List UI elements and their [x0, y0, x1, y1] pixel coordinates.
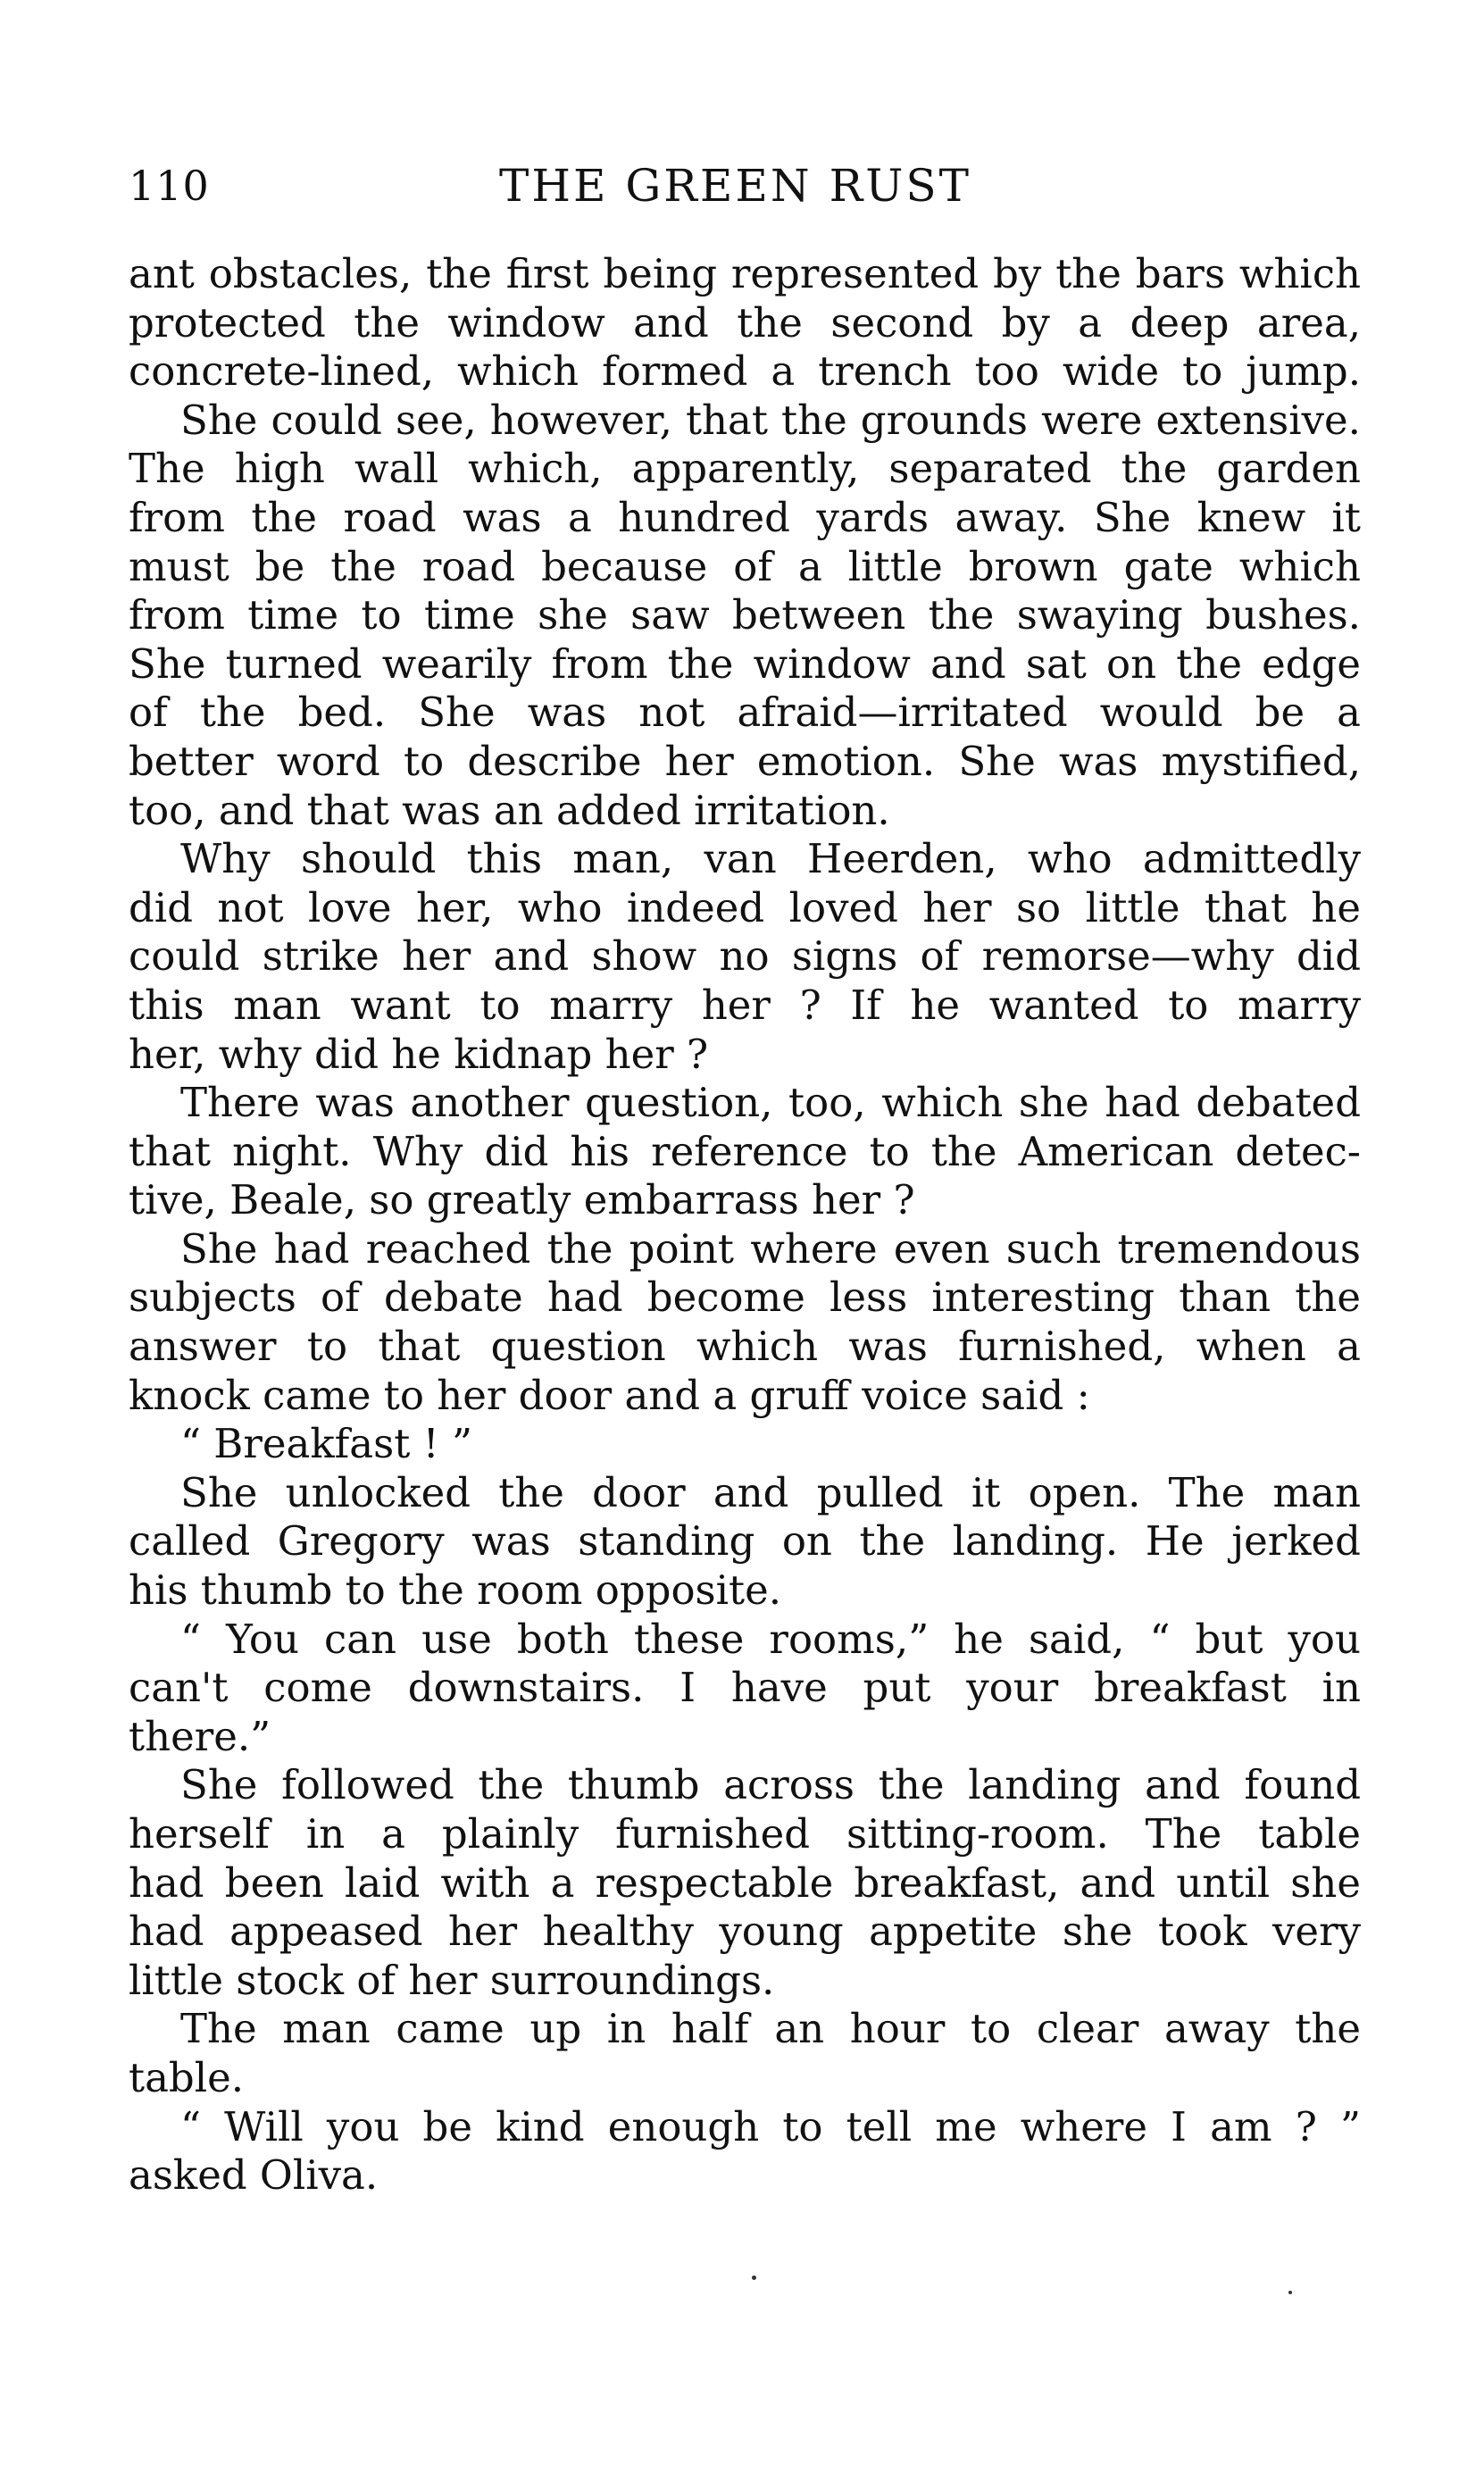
- text-line: asked Oliva.: [129, 2151, 379, 2200]
- text-line: answer to that question which was furnished, when a: [129, 1323, 1361, 1371]
- text-line: knock came to her door and a gruff voice said :: [129, 1371, 1090, 1419]
- text-line: subjects of debate had become less interesting than the: [129, 1273, 1361, 1322]
- text-line: of the bed. She was not afraid—irritated would be a: [129, 689, 1361, 737]
- text-line: called Gregory was standing on the landing. He jerked: [129, 1517, 1361, 1566]
- text-line: She unlocked the door and pulled it open. The man: [180, 1468, 1361, 1516]
- text-line: tive, Beale, so greatly embarrass her ?: [129, 1176, 915, 1224]
- body-text: [129, 250, 1361, 2200]
- text-line: protected the window and the second by a deep area,: [129, 298, 1361, 347]
- page-header: [129, 159, 1361, 213]
- text-line: “ You can use both these rooms,” he said, “ but you: [180, 1615, 1361, 1663]
- text-line: She had reached the point where even such tremendous: [180, 1224, 1361, 1273]
- text-line: did not love her, who indeed loved her so little that he: [129, 883, 1361, 931]
- text-line: table.: [129, 2053, 245, 2101]
- text-line: can't come downstairs. I have put your breakfast in: [129, 1664, 1361, 1712]
- page-number: 110: [129, 162, 210, 210]
- text-line: too, and that was an added irritation.: [129, 786, 890, 834]
- text-line: this man want to marry her ? If he wanted to marry: [129, 981, 1361, 1029]
- text-line: better word to describe her emotion. She was mystified,: [129, 737, 1361, 785]
- text-line: must be the road because of a little brown gate which: [129, 542, 1361, 590]
- text-line: had been laid with a respectable breakfast, and until she: [129, 1858, 1361, 1907]
- text-line: The high wall which, apparently, separated the garden: [129, 445, 1361, 493]
- text-line: had appeased her healthy young appetite she took very: [129, 1908, 1361, 1956]
- text-line: She followed the thumb across the landing and found: [180, 1761, 1361, 1809]
- text-line: There was another question, too, which she had debated: [180, 1079, 1361, 1127]
- text-line: concrete-lined, which formed a trench too wide to jump.: [129, 347, 1361, 396]
- print-speck: [1288, 2291, 1292, 2294]
- text-line: She turned wearily from the window and sat on the edge: [129, 639, 1361, 688]
- text-line: ant obstacles, the first being represented by the bars which: [129, 250, 1361, 297]
- text-line: from the road was a hundred yards away. She knew it: [129, 493, 1361, 541]
- text-line: “ Will you be kind enough to tell me where I am ? ”: [180, 2102, 1361, 2150]
- print-speck: [752, 2275, 756, 2280]
- text-line: “ Breakfast ! ”: [180, 1420, 472, 1468]
- text-line: herself in a plainly furnished sitting-room. The table: [129, 1810, 1361, 1858]
- text-line: his thumb to the room opposite.: [129, 1566, 782, 1615]
- text-line: little stock of her surroundings.: [129, 1956, 775, 2004]
- text-line: could strike her and show no signs of remorse—why did: [129, 932, 1361, 981]
- text-line: there.”: [129, 1712, 271, 1760]
- text-line: The man came up in half an hour to clear away the: [180, 2005, 1361, 2053]
- text-line: her, why did he kidnap her ?: [129, 1030, 709, 1078]
- text-line: that night. Why did his reference to the American detec-: [129, 1127, 1361, 1175]
- text-line: She could see, however, that the grounds were extensive.: [180, 396, 1361, 444]
- text-line: Why should this man, van Heerden, who admittedly: [180, 835, 1361, 883]
- text-line: from time to time she saw between the swaying bushes.: [129, 591, 1361, 639]
- running-title: THE GREEN RUST: [499, 160, 971, 212]
